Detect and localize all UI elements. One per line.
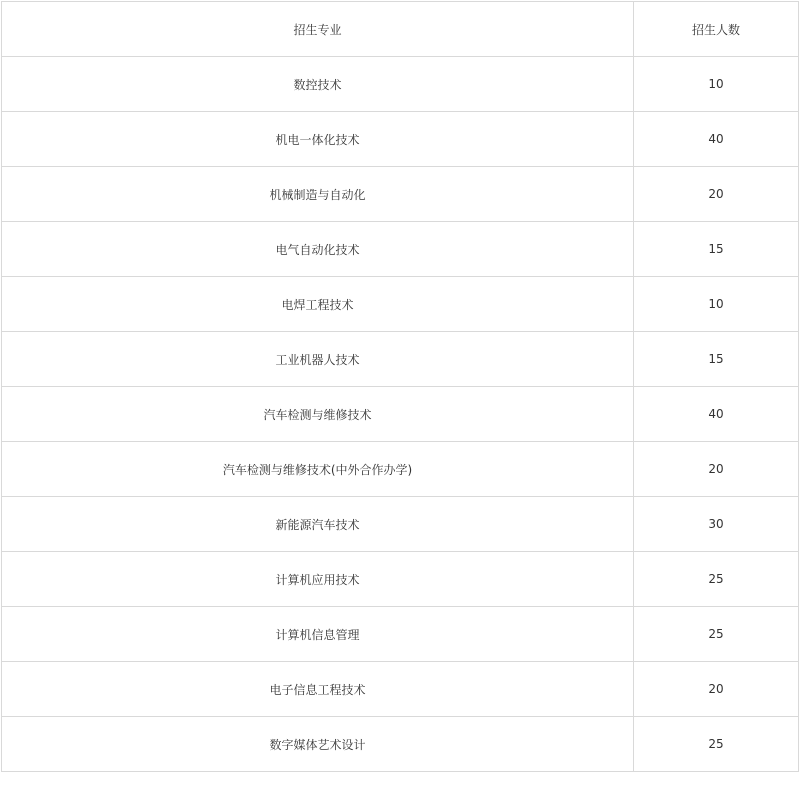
cell-count: 10 (634, 277, 799, 332)
cell-count: 40 (634, 112, 799, 167)
table-row (2, 332, 799, 387)
table-row (2, 387, 799, 442)
header-count: 招生人数 (634, 2, 799, 57)
table-row (2, 57, 799, 112)
cell-count: 25 (634, 607, 799, 662)
header-major: 招生专业 (2, 2, 634, 57)
table-header (2, 2, 799, 57)
table-row (2, 112, 799, 167)
cell-major: 计算机信息管理 (2, 607, 634, 662)
cell-count: 30 (634, 497, 799, 552)
cell-major: 新能源汽车技术 (2, 497, 634, 552)
cell-count: 10 (634, 57, 799, 112)
table-row (2, 222, 799, 277)
cell-major: 汽车检测与维修技术 (2, 387, 634, 442)
cell-count: 25 (634, 552, 799, 607)
table-body (2, 57, 799, 772)
cell-count: 25 (634, 717, 799, 772)
cell-major: 电气自动化技术 (2, 222, 634, 277)
table-row (2, 442, 799, 497)
table-row (2, 717, 799, 772)
table-row (2, 552, 799, 607)
table-row (2, 277, 799, 332)
table-row (2, 497, 799, 552)
cell-major: 数字媒体艺术设计 (2, 717, 634, 772)
table-row (2, 167, 799, 222)
header-row (2, 2, 799, 57)
table-row (2, 662, 799, 717)
table-row (2, 607, 799, 662)
cell-major: 计算机应用技术 (2, 552, 634, 607)
cell-count: 40 (634, 387, 799, 442)
cell-major: 汽车检测与维修技术(中外合作办学) (2, 442, 634, 497)
cell-major: 工业机器人技术 (2, 332, 634, 387)
cell-major: 机械制造与自动化 (2, 167, 634, 222)
cell-count: 20 (634, 662, 799, 717)
cell-count: 15 (634, 332, 799, 387)
cell-major: 机电一体化技术 (2, 112, 634, 167)
cell-major: 数控技术 (2, 57, 634, 112)
cell-count: 20 (634, 442, 799, 497)
cell-major: 电焊工程技术 (2, 277, 634, 332)
cell-count: 15 (634, 222, 799, 277)
cell-count: 20 (634, 167, 799, 222)
cell-major: 电子信息工程技术 (2, 662, 634, 717)
enrollment-table (1, 1, 799, 772)
